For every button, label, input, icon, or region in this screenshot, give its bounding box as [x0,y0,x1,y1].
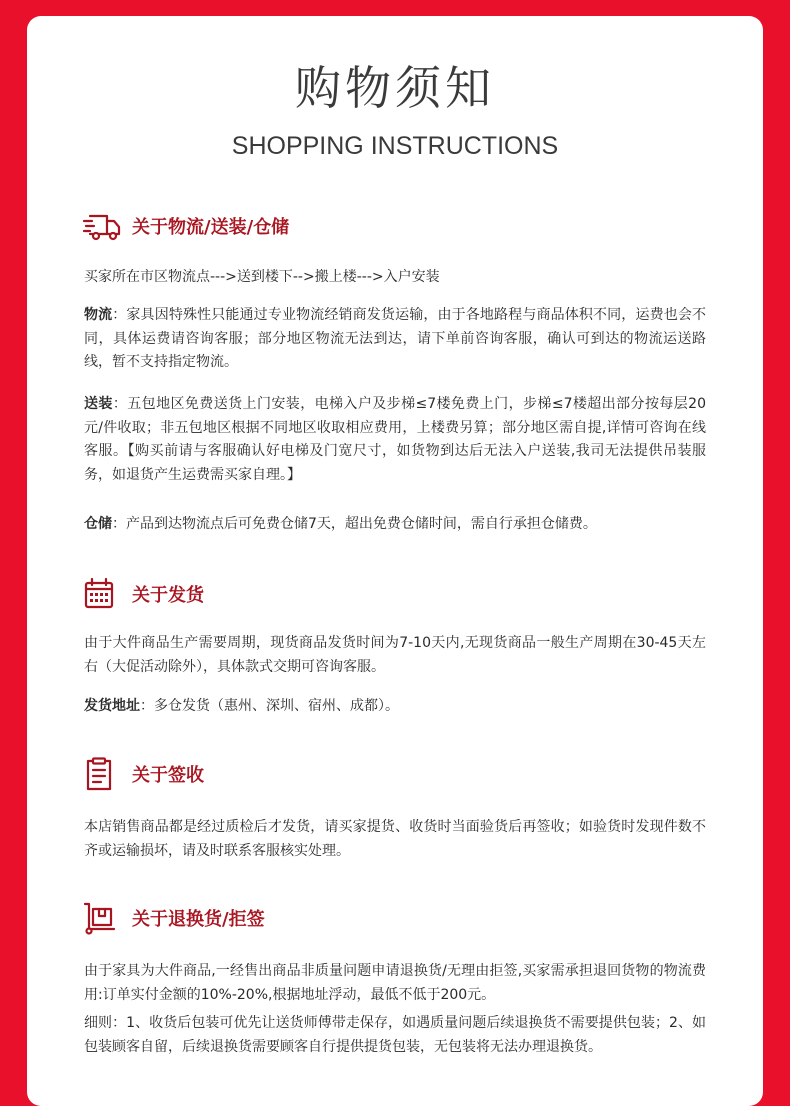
shipping-label: 物流 [84,307,113,323]
clipboard-icon [82,757,124,791]
content-card [27,16,763,1106]
section-header-receipt [82,756,204,792]
shipping-text: ：家具因特殊性只能通过专业物流经销商发货运输，由于各地路程与商品体积不同，运费也会不同，具体运费请咨询客服；部分地区物流无法到达，请下单前咨询客服，确认可到达的物流运送路线，暂不支持指定物流。 [84,307,706,370]
storage-label: 仓储 [84,516,112,532]
section-header-dispatch [82,576,204,612]
logistics-flow: 买家所在市区物流点--->送到楼下-->搬上楼--->入户安装 [84,269,440,285]
section-title-receipt: 关于签收 [132,765,204,786]
dispatch-paragraph: 由于大件商品生产需要周期，现货商品发货时间为7-10天内,无现货商品一般生产周期在30-45天左右（大促活动除外），具体款式交期可咨询客服。 [84,635,706,675]
section-title-returns: 关于退换货/拒签 [132,909,265,930]
section-title-logistics: 关于物流/送装/仓储 [132,217,290,238]
section-title-dispatch: 关于发货 [132,585,204,606]
install-label: 送装 [84,396,113,412]
section-header-logistics [82,208,289,244]
delivery-truck-icon [82,209,124,243]
returns-details-paragraph: 细则：1、收货后包装可优先让送货师傅带走保存，如遇质量问题后续退换货不需要提供包装；2、如包装顾客自留，后续退换货需要顾客自行提供提货包装，无包装将无法办理退换货。 [84,1015,706,1055]
storage-text: ：产品到达物流点后可免费仓储7天，超出免费仓储时间，需自行承担仓储费。 [112,516,597,532]
install-text: ：五包地区免费送货上门安装，电梯入户及步梯≤7楼免费上门，步梯≤7楼超出部分按每层20元/件收取；非五包地区根据不同地区收取相应费用，上楼费另算；部分地区需自提,详情可咨询在线客服。【购买前请与客服确认好电梯及门宽尺寸，如货物到达后无法入户送装,我司无法提供吊装服务，如退货产生运费需买家自理。】 [84,396,706,483]
dispatch-address-paragraph [84,695,706,719]
page-title: 购物须知 [295,61,495,115]
logistics-install-paragraph [84,393,706,487]
address-label: 发货地址 [84,698,140,714]
address-text: ：多仓发货（惠州、深圳、宿州、成都）。 [140,698,399,714]
hand-truck-icon [82,901,124,935]
calendar-icon [82,577,124,611]
section-header-returns [82,900,265,936]
receipt-paragraph: 本店销售商品都是经过质检后才发货，请买家提货、收货时当面验货后再签收；如验货时发现件数不齐或运输损坏，请及时联系客服核实处理。 [84,819,706,859]
returns-paragraph: 由于家具为大件商品,一经售出商品非质量问题申请退换货/无理由拒签,买家需承担退回货物的物流费用:订单实付金额的10%-20%,根据地址浮动，最低不低于200元。 [84,963,706,1003]
logistics-storage-paragraph [84,513,706,537]
logistics-shipping-paragraph [84,304,706,375]
page-subtitle: SHOPPING INSTRUCTIONS [231,132,559,160]
